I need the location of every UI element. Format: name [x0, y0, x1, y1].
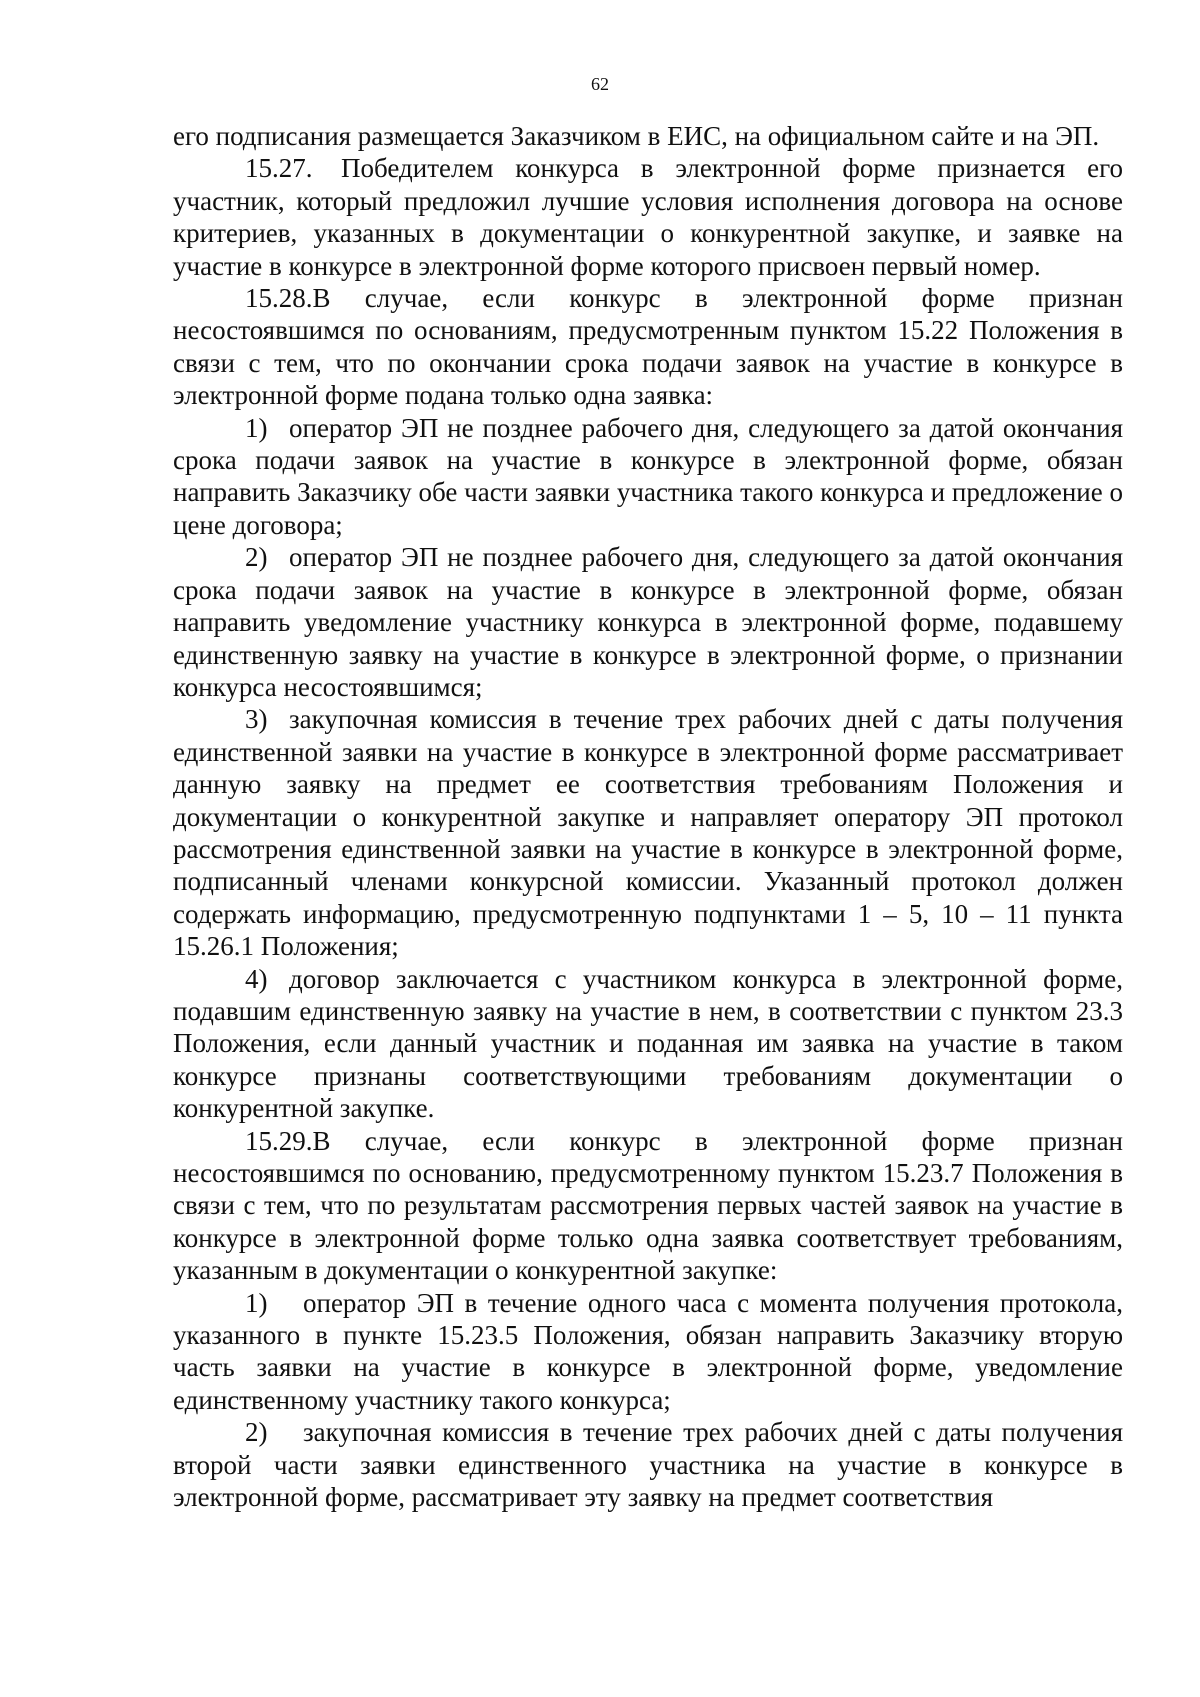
paragraph-15-29: [173, 1125, 1123, 1287]
paragraph-text: договор заключается с участником конкурса в электронной форме, подавшим единственную заявку на участие в нем, в соответствии с пунктом 23.3 Положения, если данный участник и поданная им заявка на участие в таком конкурсе признаны соответствующими требованиям документации о конкурентной закупке.: [173, 963, 1123, 1124]
list-item-3: [173, 703, 1123, 962]
list-number: 2): [245, 542, 268, 573]
paragraph-text: оператор ЭП не позднее рабочего дня, следующего за датой окончания срока подачи заявок на участие в конкурсе в электронной форме, обязан направить Заказчику обе части заявки участника такого конкурса и предложение о цене договора;: [173, 412, 1123, 540]
list-number: 1): [245, 412, 268, 443]
list-item-2: [173, 541, 1123, 703]
paragraph-text: Победителем конкурса в электронной форме признается его участник, который предложил лучшие условия исполнения договора на основе критериев, указанных в документации о конкурентной закупке, и заявке на участие в конкурсе в электронной форме которого присвоен первый номер.: [173, 153, 1123, 281]
document-body: [173, 120, 1123, 1513]
paragraph-15-27: [173, 152, 1123, 282]
paragraph-text: В случае, если конкурс в электронной форме признан несостоявшимся по основанию, предусмотренному пунктом 15.23.7 Положения в связи с тем, что по результатам рассмотрения первых частей заявок на участие в конкурсе в электронной форме только одна заявка соответствует требованиям, указанным в документации о конкурентной закупке:: [173, 1125, 1123, 1286]
page-number: 62: [591, 74, 609, 94]
list-item-4: [173, 963, 1123, 1125]
paragraph-text: закупочная комиссия в течение трех рабочих дней с даты получения второй части заявки единственного участника на участие в конкурсе в электронной форме, рассматривает эту заявку на предмет соответствия: [173, 1417, 1123, 1513]
list-number: 2): [245, 1417, 268, 1448]
clause-number: 15.29.: [245, 1125, 313, 1156]
clause-number: 15.28.: [245, 283, 313, 314]
list-number: 3): [245, 704, 268, 735]
list-number: 1): [245, 1287, 268, 1318]
paragraph-continuation: [173, 120, 1123, 152]
paragraph-text: оператор ЭП в течение одного часа с момента получения протокола, указанного в пункте 15.23.5 Положения, обязан направить Заказчику вторую часть заявки на участие в конкурсе в электронной форме, уведомление единственному участнику такого конкурса;: [173, 1287, 1123, 1415]
list-number: 4): [245, 963, 268, 994]
paragraph-15-28: [173, 282, 1123, 412]
list-item-1b: [173, 1287, 1123, 1417]
paragraph-text: закупочная комиссия в течение трех рабочих дней с даты получения единственной заявки на участие в конкурсе в электронной форме рассматривает данную заявку на предмет ее соответствия требованиям Положения и документации о конкурентной закупке и направляет оператору ЭП протокол рассмотрения единственной заявки на участие в конкурсе в электронной форме, подписанный членами конкурсной комиссии. Указанный протокол должен содержать информацию, предусмотренную подпунктами 1 – 5, 10 – 11 пункта 15.26.1 Положения;: [173, 704, 1123, 962]
paragraph-text: его подписания размещается Заказчиком в ЕИС, на официальном сайте и на ЭП.: [173, 121, 1100, 151]
paragraph-text: В случае, если конкурс в электронной форме признан несостоявшимся по основаниям, предусмотренным пунктом 15.22 Положения в связи с тем, что по окончании срока подачи заявок на участие в конкурсе в электронной форме подана только одна заявка:: [173, 283, 1123, 411]
clause-number: 15.27.: [245, 153, 313, 184]
paragraph-text: оператор ЭП не позднее рабочего дня, следующего за датой окончания срока подачи заявок на участие в конкурсе в электронной форме, обязан направить уведомление участнику конкурса в электронной форме, подавшему единственную заявку на участие в конкурсе в электронной форме, о признании конкурса несостоявшимся;: [173, 542, 1123, 702]
list-item-1: [173, 412, 1123, 542]
list-item-2b: [173, 1416, 1123, 1513]
